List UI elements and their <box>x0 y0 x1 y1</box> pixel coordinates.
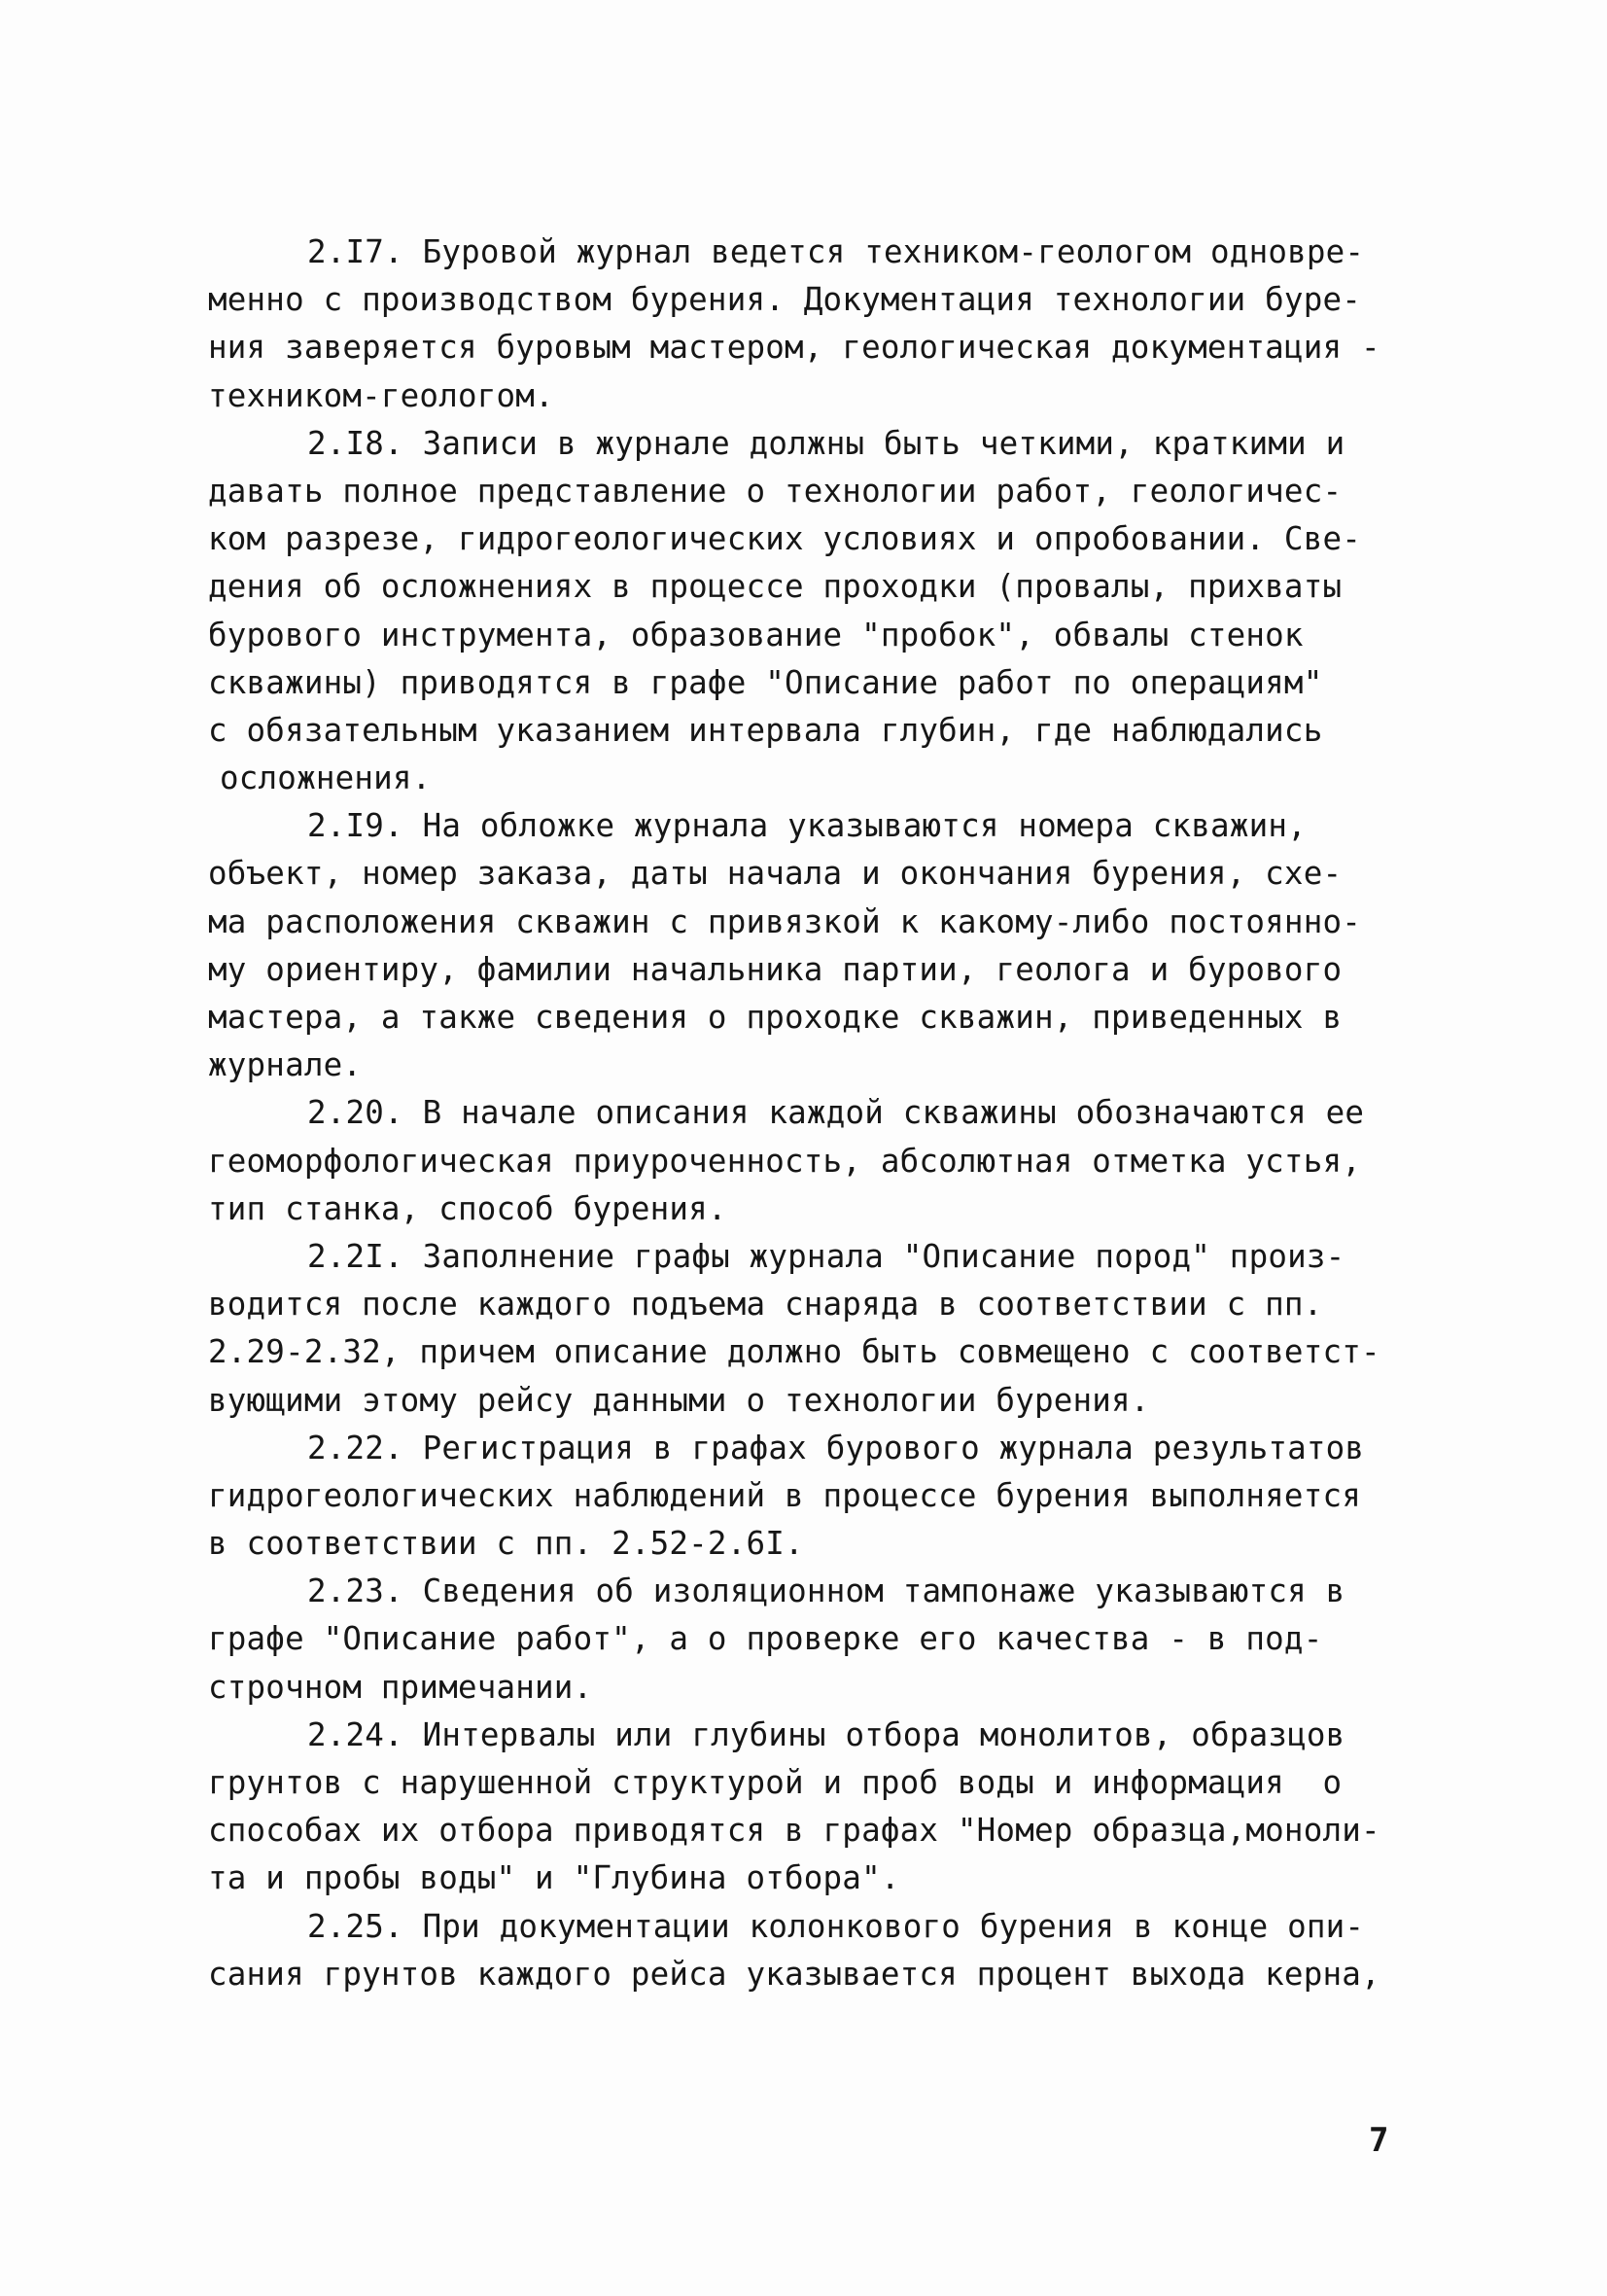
text-line: в соответствии с пп. 2.52-2.6I. <box>208 1525 804 1563</box>
text-line: скважины) приводятся в графе "Описание работ по операциям" <box>208 663 1323 701</box>
text-line: вующими этому рейсу данными о технологии бурения. <box>208 1381 1150 1419</box>
paragraph-start-line: 2.25. При документации колонкового бурения в конце опи- <box>307 1907 1365 1945</box>
paragraph-start-line: 2.2I. Заполнение графы журнала "Описание пород" произ- <box>307 1237 1345 1275</box>
page-number: 7 <box>1369 2121 1389 2160</box>
text-line: бурового инструмента, образование "пробок", обвалы стенок <box>208 616 1304 653</box>
text-line: графе "Описание работ", а о проверке его качества - в под- <box>208 1620 1323 1658</box>
text-line: менно с производством бурения. Документация технологии буре- <box>208 281 1361 319</box>
text-line: грунтов с нарушенной структурой и проб воды и информация о <box>208 1764 1343 1801</box>
text-line: с обязательным указанием интервала глубин, где наблюдались <box>208 711 1323 749</box>
text-line: та и пробы воды" и "Глубина отбора". <box>208 1859 900 1897</box>
text-line: способах их отбора приводятся в графах "Номер образца,моноли- <box>208 1812 1380 1850</box>
text-line: ма расположения скважин с привязкой к какому-либо постоянно- <box>208 902 1361 940</box>
paragraph-start-line: 2.22. Регистрация в графах бурового журнала результатов <box>307 1429 1365 1466</box>
text-line: тип станка, способ бурения. <box>208 1189 727 1227</box>
text-line: журнале. <box>208 1046 363 1084</box>
document-body <box>208 229 1433 1998</box>
text-line: строчном примечании. <box>208 1668 593 1706</box>
text-line: водится после каждого подъема снаряда в соответствии с пп. <box>208 1286 1323 1324</box>
text-line: ком разрезе, гидрогеологических условиях и опробовании. Све- <box>208 520 1361 558</box>
text-line: техником-геологом. <box>208 376 554 414</box>
text-line: му ориентиру, фамилии начальника партии, геолога и бурового <box>208 950 1343 988</box>
text-line: осложнения. <box>220 759 432 797</box>
paragraph-start-line: 2.23. Сведения об изоляционном тампонаже указываются в <box>307 1572 1345 1610</box>
text-line: ния заверяется буровым мастером, геологическая документация - <box>208 329 1380 367</box>
text-line: мастера, а также сведения о проходке скважин, приведенных в <box>208 999 1343 1036</box>
paragraph-start-line: 2.20. В начале описания каждой скважины обозначаются ее <box>307 1094 1365 1132</box>
paragraph-start-line: 2.I7. Буровой журнал ведется техником-геологом одновре- <box>307 233 1365 270</box>
text-line: объект, номер заказа, даты начала и окончания бурения, схе- <box>208 855 1343 893</box>
paragraph-start-line: 2.24. Интервалы или глубины отбора монолитов, образцов <box>307 1715 1345 1753</box>
paragraph-start-line: 2.I9. На обложке журнала указываются номера скважин, <box>307 807 1307 845</box>
paragraph-start-line: 2.I8. Записи в журнале должны быть четкими, краткими и <box>307 424 1345 462</box>
text-line: дения об осложнениях в процессе проходки (провалы, прихваты <box>208 568 1343 606</box>
text-line: давать полное представление о технологии работ, геологичес- <box>208 472 1343 510</box>
text-line: гидрогеологических наблюдений в процессе бурения выполняется <box>208 1476 1361 1514</box>
text-line: 2.29-2.32, причем описание должно быть совмещено с соответст- <box>208 1333 1380 1371</box>
text-line: геоморфологическая приуроченность, абсолютная отметка устья, <box>208 1142 1361 1180</box>
text-line: сания грунтов каждого рейса указывается процент выхода керна, <box>208 1955 1380 1993</box>
